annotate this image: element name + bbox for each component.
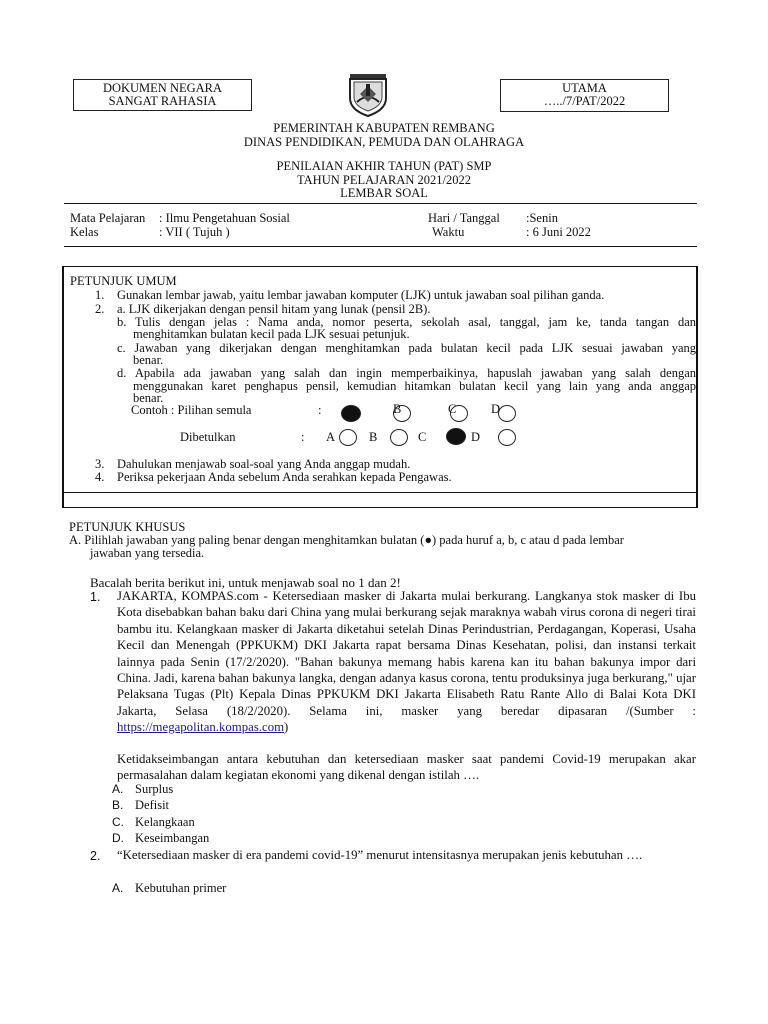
class-label: Kelas: [70, 225, 99, 239]
question-1-text: Ketidakseimbangan antara kebutuhan dan ketersediaan masker saat pandemi Covid-19 merupakan akar permasalahan dalam kegiatan ekonomi yang dikenal dengan istilah ….: [117, 752, 696, 783]
general-item-3: Dahulukan menjawab soal-soal yang Anda anggap mudah.: [117, 457, 411, 471]
question-2-number: 2.: [90, 849, 101, 863]
exam-name: PENILAIAN AKHIR TAHUN (PAT) SMP: [276, 159, 492, 173]
q1-option-b-text[interactable]: Defisit: [135, 798, 170, 812]
general-item-4-number: 4.: [95, 470, 105, 484]
question-2-text: “Ketersediaan masker di era pandemi covid-19” menurut intensitasnya merupakan jenis kebutuhan ….: [117, 848, 643, 862]
example-original-letter-c: C: [448, 402, 457, 416]
example-corrected-letter-b: B: [369, 430, 378, 444]
q1-option-d-letter: D.: [112, 831, 124, 845]
example-corrected-bubble-c: [446, 428, 466, 445]
document-category: UTAMA: [562, 81, 607, 95]
classification-line-1: DOKUMEN NEGARA: [102, 81, 223, 95]
general-item-2c-line-2: benar.: [133, 353, 164, 367]
q1-option-c-text[interactable]: Kelangkaan: [135, 815, 195, 829]
general-item-1: Gunakan lembar jawab, yaitu lembar jawaban komputer (LJK) untuk jawaban soal pilihan ganda.: [117, 288, 605, 302]
classification-box: [73, 79, 252, 111]
general-item-2c-line-1: c. Jawaban yang dikerjakan dengan menghitamkan pada bulatan kecil pada LJK sesuai jawaban yang: [117, 341, 696, 355]
q1-option-c-letter: C.: [112, 815, 124, 829]
regency-emblem-icon: [346, 72, 390, 118]
general-item-2d-line-3: benar.: [133, 391, 164, 405]
general-item-2b-line-1: b. Tulis dengan jelas : Nama anda, nomor peserta, sekolah asal, tanggal, jam ke, tanda tangan dan: [117, 315, 696, 329]
source-close: ): [284, 720, 289, 735]
divider-info: [64, 246, 697, 247]
example-original-colon: :: [318, 403, 322, 417]
example-original-letter-d: D: [491, 402, 501, 416]
q1-option-b-letter: B.: [112, 798, 124, 812]
example-corrected-letter-a: A: [326, 430, 336, 444]
q2-option-a-text[interactable]: Kebutuhan primer: [135, 881, 227, 895]
sheet-title: LEMBAR SOAL: [340, 186, 428, 200]
example-corrected-colon: :: [301, 430, 305, 444]
reading-intro: Bacalah berita berikut ini, untuk menjawab soal no 1 dan 2!: [90, 575, 401, 590]
general-item-2a: a. LJK dikerjakan dengan pensil hitam yang lunak (pensil 2B).: [117, 302, 431, 316]
example-original-label: Contoh : Pilihan semula: [131, 403, 252, 417]
example-corrected-letter-c: C: [418, 430, 427, 444]
example-original-bubble-c: [450, 405, 468, 422]
special-instructions-title: PETUNJUK KHUSUS: [69, 520, 186, 534]
general-item-4: Periksa pekerjaan Anda sebelum Anda serahkan kepada Pengawas.: [117, 470, 452, 484]
example-original-bubble-d: [498, 405, 516, 422]
government-name: PEMERINTAH KABUPATEN REMBANG: [273, 121, 495, 135]
document-code: …../7/PAT/2022: [543, 94, 626, 108]
example-corrected-bubble-b: [390, 429, 408, 446]
document-code-box: [500, 79, 669, 112]
time-label: Waktu: [432, 225, 465, 239]
general-instructions-title: PETUNJUK UMUM: [70, 274, 177, 288]
school-year: TAHUN PELAJARAN 2021/2022: [297, 172, 471, 187]
subject-value: : Ilmu Pengetahuan Sosial: [159, 211, 290, 225]
day-label: Hari / Tanggal: [428, 211, 500, 225]
institution-heading: [0, 121, 768, 149]
general-item-1-number: 1.: [95, 288, 105, 302]
general-item-3-number: 3.: [95, 457, 105, 471]
example-original-letter-b: B: [393, 402, 402, 416]
exam-heading: [0, 160, 768, 201]
q1-option-a-text[interactable]: Surplus: [135, 782, 174, 796]
department-name: DINAS PENDIDIKAN, PEMUDA DAN OLAHRAGA: [243, 135, 525, 149]
general-item-2-number: 2.: [95, 302, 105, 316]
example-corrected-letter-d: D: [471, 430, 481, 444]
news-passage: JAKARTA, KOMPAS.com - Ketersediaan masker di Jakarta mulai berkurang. Langkanya stok masker di Ibu Kota disebabkan bahan baku dari China yang mulai berkurang sejak maraknya wabah virus corona di negeri tirai bambu itu. Kelangkaan masker di Jakarta diketahui setelah Dinas Perindustrian, Perdagangan, Koperasi, Usaha Kecil dan Menengah (PPKUKM) DKI Jakarta rapat bersama Dinas Kesehatan, polisi, dan instansi terkait lainnya pada Senin (17/2/2020). "Bahan bakunya memang habis karena kan itu bahan bakunya impor dari China. Jadi, karena bahan bakunya langka, dengan adanya kasus corona, tentu produksinya juga berkurang," ujar Pelaksana Tugas (Plt) Kepala Dinas PPKUKM DKI Jakarta Elisabeth Ratu Rante Allo di Balai Kota DKI Jakarta, Selasa (18/2/2020). Selama ini, masker yang beredar dipasaran /(Sumber :: [117, 589, 696, 718]
general-item-2d-line-1: d. Apabila ada jawaban yang salah dan ingin memperbaikinya, hapuslah jawaban yang salah dengan: [117, 366, 696, 380]
classification-line-2: SANGAT RAHASIA: [108, 94, 217, 108]
question-1-passage: [117, 588, 696, 736]
general-box-bottom-rule: [62, 492, 698, 493]
example-original-bubble-a: [341, 405, 361, 422]
general-item-2b-line-2: menghitamkan bulatan kecil pada LJK sesuai petunjuk.: [133, 327, 410, 341]
example-corrected-bubble-a: [339, 429, 357, 446]
example-corrected-bubble-d: [498, 429, 516, 446]
time-value: : 6 Juni 2022: [526, 225, 591, 239]
special-instruction-a-line-2: jawaban yang tersedia.: [90, 546, 205, 560]
source-link[interactable]: https://megapolitan.kompas.com: [117, 720, 285, 735]
question-1-number: 1.: [90, 590, 101, 604]
day-value: :Senin: [526, 211, 558, 225]
example-original-bubble-b: [393, 405, 411, 422]
class-value: : VII ( Tujuh ): [159, 225, 230, 239]
example-corrected-label: Dibetulkan: [180, 430, 236, 444]
q1-option-a-letter: A.: [112, 782, 124, 796]
subject-label: Mata Pelajaran: [70, 211, 146, 225]
q1-option-d-text[interactable]: Keseimbangan: [135, 831, 210, 845]
general-item-2d-line-2: menggunakan karet penghapus pensil, kemudian hitamkan bulatan kecil yang lain yang anda anggap: [133, 379, 696, 393]
special-instruction-a-line-1: A. Pilihlah jawaban yang paling benar dengan menghitamkan bulatan (●) pada huruf a, b, c atau d pada lembar: [69, 533, 624, 547]
divider-top: [64, 203, 697, 204]
q2-option-a-letter: A.: [112, 881, 124, 895]
